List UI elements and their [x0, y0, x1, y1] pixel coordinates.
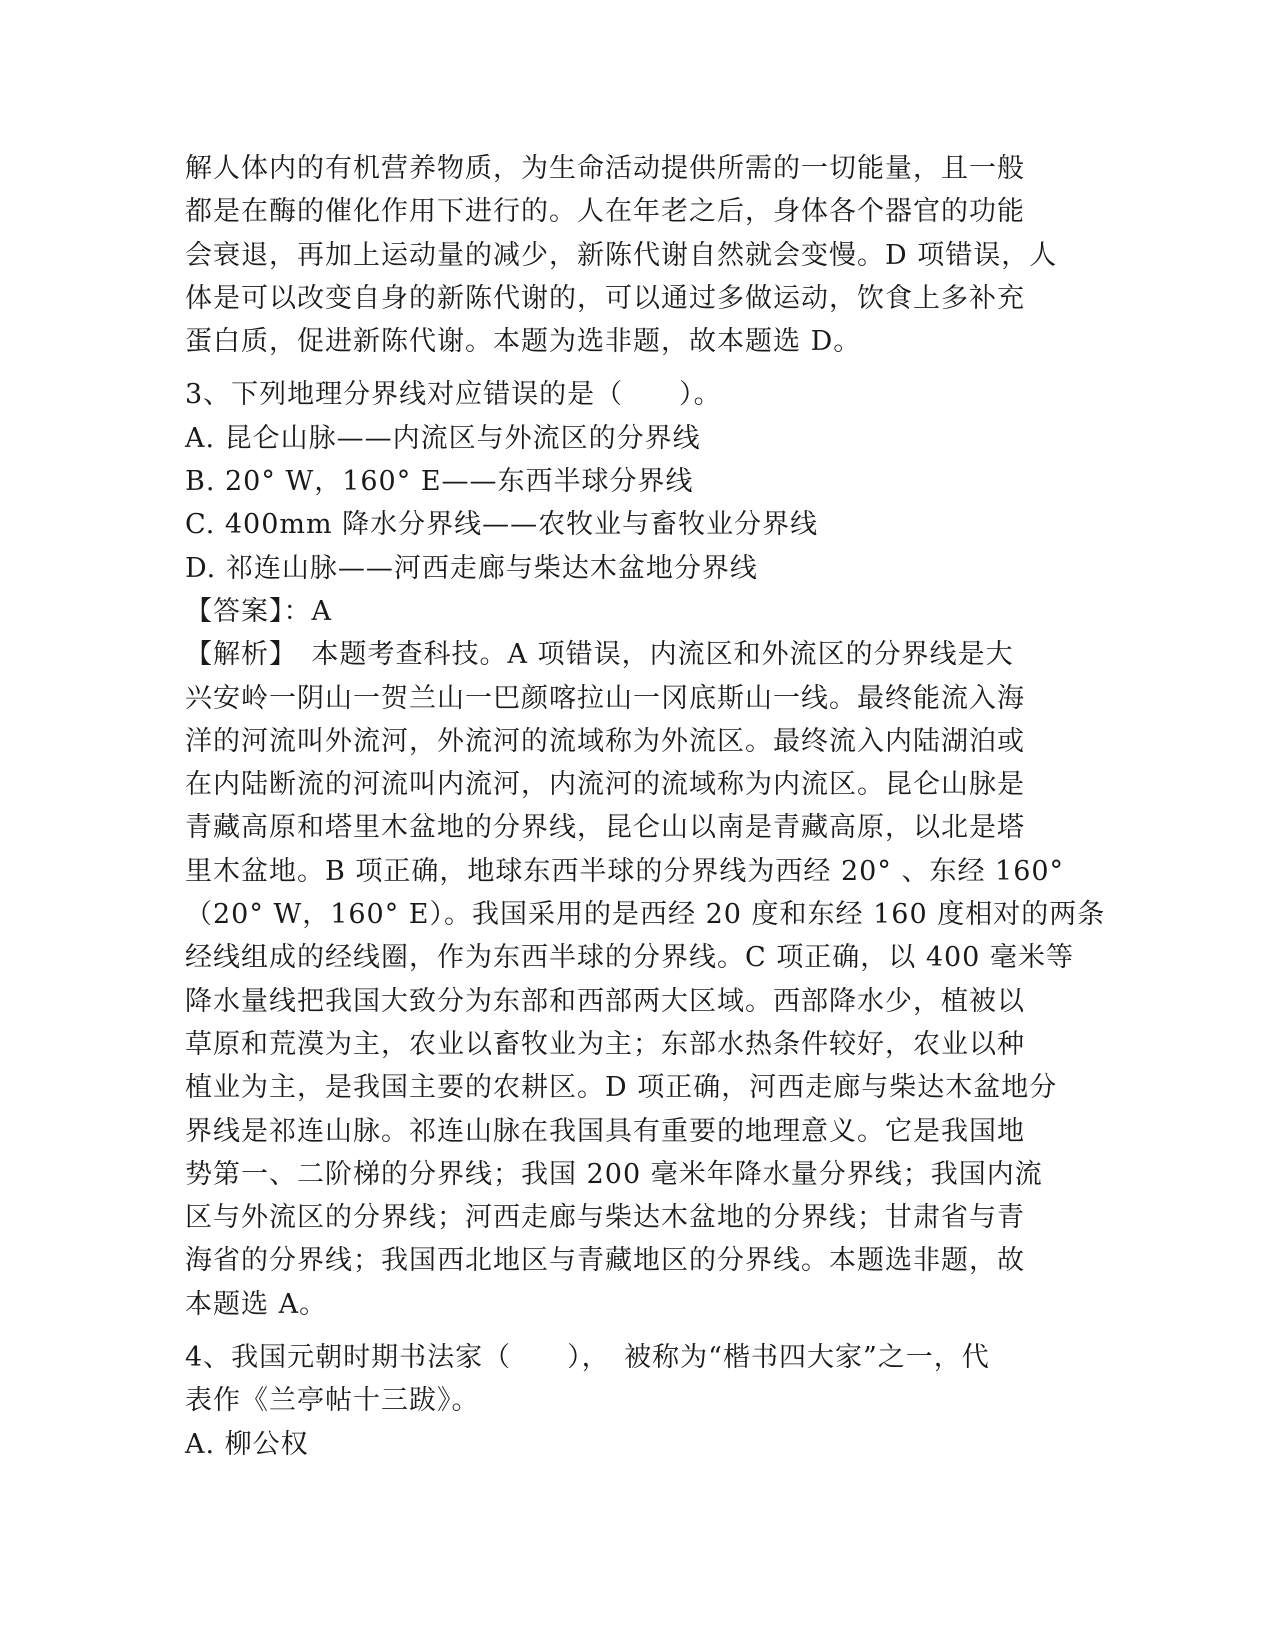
question-stem: 4、我国元朝时期书法家（ ）， 被称为“楷书四大家”之一，代: [185, 1342, 990, 1374]
question-3: [185, 373, 1106, 1326]
option-a: A. 柳公权: [185, 1428, 309, 1460]
option-a: A. 昆仑山脉——内流区与外流区的分界线: [185, 422, 701, 454]
question-stem: 3、下列地理分界线对应错误的是（ ）。: [185, 379, 722, 411]
prev-explanation: [185, 147, 1085, 363]
text-line: 体是可以改变自身的新陈代谢的，可以通过多做运动，饮食上多补充: [185, 282, 1025, 314]
text-line: 经线组成的经线圈，作为东西半球的分界线。C 项正确，以 400 毫米等: [185, 942, 1074, 974]
question-4: [185, 1336, 1085, 1466]
text-line: 在内陆断流的河流叫内流河，内流河的流域称为内流区。昆仑山脉是: [185, 769, 1025, 801]
explanation: [185, 633, 1106, 1326]
text-line: 势第一、二阶梯的分界线；我国 200 毫米年降水量分界线；我国内流: [185, 1158, 1043, 1190]
text-line: 会衰退，再加上运动量的减少，新陈代谢自然就会变慢。D 项错误，人: [185, 239, 1058, 271]
text-line: 洋的河流叫外流河，外流河的流域称为外流区。最终流入内陆湖泊或: [185, 725, 1025, 757]
text-line: 【解析】 本题考查科技。A 项错误，内流区和外流区的分界线是大: [185, 639, 1014, 671]
text-line: 都是在酶的催化作用下进行的。人在年老之后，身体各个器官的功能: [185, 196, 1025, 228]
text-line: 兴安岭一阴山一贺兰山一巴颜喀拉山一冈底斯山一线。最终能流入海: [185, 682, 1025, 714]
text-line: 植业为主，是我国主要的农耕区。D 项正确，河西走廊与柴达木盆地分: [185, 1072, 1058, 1104]
text-line: 蛋白质，促进新陈代谢。本题为选非题，故本题选 D。: [185, 326, 862, 358]
text-line: （20° W，160° E）。我国采用的是西经 20 度和东经 160 度相对的两条: [185, 899, 1106, 931]
text-line: 青藏高原和塔里木盆地的分界线，昆仑山以南是青藏高原，以北是塔: [185, 812, 1025, 844]
text-line: 界线是祁连山脉。祁连山脉在我国具有重要的地理意义。它是我国地: [185, 1115, 1025, 1147]
text-line: 草原和荒漠为主，农业以畜牧业为主；东部水热条件较好，农业以种: [185, 1028, 1025, 1060]
option-d: D. 祁连山脉——河西走廊与柴达木盆地分界线: [185, 552, 758, 584]
option-c: C. 400mm 降水分界线——农牧业与畜牧业分界线: [185, 509, 819, 541]
answer-line: 【答案】：A: [185, 595, 332, 627]
text-line: 解人体内的有机营养物质，为生命活动提供所需的一切能量，且一般: [185, 153, 1025, 184]
text-line: 降水量线把我国大致分为东部和西部两大区域。西部降水少，植被以: [185, 985, 1025, 1017]
document-page: [185, 147, 1106, 1466]
option-b: B. 20° W，160° E——东西半球分界线: [185, 466, 694, 498]
text-line: 里木盆地。B 项正确，地球东西半球的分界线为西经 20° 、东经 160°: [185, 855, 1065, 887]
text-line: 海省的分界线；我国西北地区与青藏地区的分界线。本题选非题，故: [185, 1245, 1025, 1277]
text-line: 本题选 A。: [185, 1288, 328, 1320]
text-line: 区与外流区的分界线；河西走廊与柴达木盆地的分界线；甘肃省与青: [185, 1202, 1025, 1234]
question-stem: 表作《兰亭帖十三跋》。: [185, 1385, 480, 1417]
